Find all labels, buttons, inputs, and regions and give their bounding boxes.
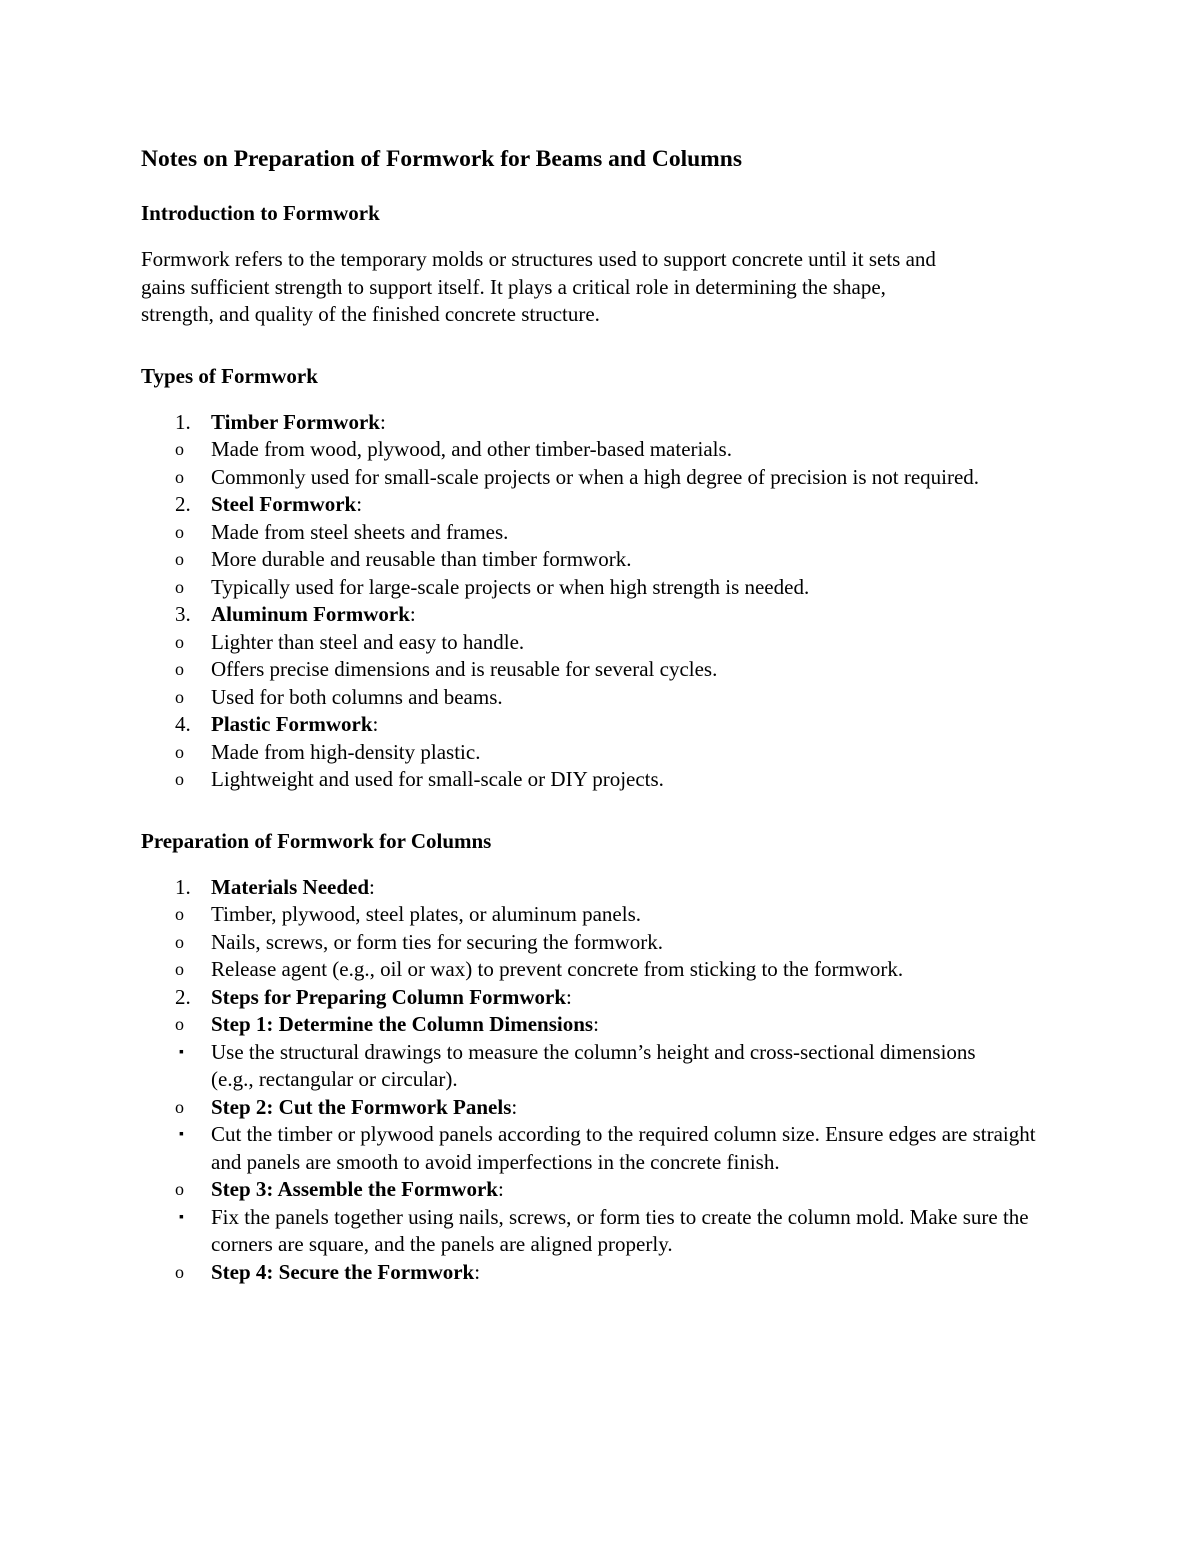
bullet-text: Commonly used for small-scale projects or when a high degree of precision is not required. bbox=[211, 464, 980, 489]
bullet-o-icon: o bbox=[175, 686, 184, 707]
colon: : bbox=[379, 409, 386, 434]
detail-text: Cut the timber or plywood panels according to the required column size. Ensure edges are straight and panels are smooth to avoid imperfections in the concrete finish. bbox=[211, 1122, 1036, 1174]
bullet-text: Nails, screws, or form ties for securing the formwork. bbox=[211, 929, 663, 954]
bullet-o-icon: o bbox=[175, 769, 184, 789]
item-label: Aluminum Formwork bbox=[211, 602, 410, 626]
bullet-text: Made from wood, plywood, and other timber-based materials. bbox=[211, 437, 732, 461]
list-item bbox=[175, 956, 1061, 984]
sub-list bbox=[175, 739, 1061, 794]
list-item bbox=[175, 519, 1061, 547]
sub-list bbox=[175, 629, 1061, 712]
item-number: 2. bbox=[175, 984, 191, 1009]
detail-list bbox=[141, 1204, 1061, 1259]
bullet-text: Timber, plywood, steel plates, or aluminum panels. bbox=[211, 902, 641, 926]
square-bullet-icon: ▪ bbox=[179, 1209, 184, 1225]
list-item bbox=[175, 464, 1061, 492]
bullet-o-icon: o bbox=[175, 576, 184, 597]
list-item bbox=[175, 684, 1061, 712]
bullet-text: Lighter than steel and easy to handle. bbox=[211, 629, 525, 654]
columns-heading: Preparation of Formwork for Columns bbox=[141, 828, 492, 853]
document-body bbox=[141, 138, 1061, 1286]
intro-line: gains sufficient strength to support itself. It plays a critical role in determining the shape, bbox=[141, 274, 886, 299]
bullet-text: Made from high-density plastic. bbox=[211, 739, 481, 764]
list-item bbox=[175, 766, 1061, 794]
step-label: Step 2: Cut the Formwork Panels bbox=[211, 1094, 512, 1119]
item-number: 3. bbox=[175, 602, 191, 626]
detail-list bbox=[141, 1039, 1061, 1094]
columns-list bbox=[141, 874, 1061, 1287]
item-number: 1. bbox=[175, 874, 191, 899]
bullet-o-icon: o bbox=[175, 1014, 184, 1034]
bullet-o-icon: o bbox=[175, 931, 184, 952]
bullet-o-icon: o bbox=[175, 466, 184, 487]
list-item bbox=[141, 409, 1061, 492]
list-item bbox=[175, 546, 1061, 574]
bullet-text: Lightweight and used for small-scale or DIY projects. bbox=[211, 767, 664, 791]
sub-list bbox=[175, 519, 1061, 602]
colon: : bbox=[511, 1094, 518, 1119]
bullet-o-icon: o bbox=[175, 439, 184, 459]
colon: : bbox=[566, 984, 572, 1009]
list-item bbox=[175, 629, 1061, 657]
list-item bbox=[175, 901, 1061, 929]
list-item bbox=[175, 929, 1061, 957]
bullet-text: Made from steel sheets and frames. bbox=[211, 519, 509, 544]
item-label: Materials Needed bbox=[211, 874, 370, 899]
list-item bbox=[175, 739, 1061, 767]
list-item bbox=[175, 574, 1061, 602]
list-item bbox=[175, 1176, 1061, 1259]
list-item bbox=[141, 491, 1061, 601]
colon: : bbox=[497, 1177, 504, 1201]
list-item bbox=[175, 436, 1061, 464]
types-heading: Types of Formwork bbox=[141, 363, 318, 388]
step-label: Step 3: Assemble the Formwork bbox=[211, 1177, 498, 1201]
item-number: 1. bbox=[175, 409, 191, 434]
bullet-o-icon: o bbox=[175, 1179, 184, 1199]
list-item bbox=[175, 1259, 1061, 1287]
types-list bbox=[141, 409, 1061, 794]
square-bullet-icon: ▪ bbox=[179, 1044, 184, 1060]
item-label: Steel Formwork bbox=[211, 492, 357, 516]
intro-line: strength, and quality of the finished concrete structure. bbox=[141, 302, 600, 326]
list-item bbox=[175, 656, 1061, 684]
list-item bbox=[141, 1121, 1061, 1176]
colon: : bbox=[409, 602, 416, 626]
page-title: Notes on Preparation of Formwork for Beams and Columns bbox=[141, 146, 742, 172]
step-label: Step 4: Secure the Formwork bbox=[211, 1259, 475, 1284]
detail-text: Fix the panels together using nails, screws, or form ties to create the column mold. Make sure the corners are square, and the panels are aligned properly. bbox=[211, 1204, 1029, 1256]
colon: : bbox=[372, 712, 379, 736]
list-item bbox=[141, 601, 1061, 711]
bullet-text: More durable and reusable than timber formwork. bbox=[211, 547, 632, 571]
list-item bbox=[141, 711, 1061, 794]
item-label: Plastic Formwork bbox=[211, 712, 373, 736]
list-item bbox=[141, 984, 1061, 1287]
colon: : bbox=[369, 874, 375, 899]
sub-list bbox=[175, 1011, 1061, 1286]
step-label: Step 1: Determine the Column Dimensions bbox=[211, 1012, 594, 1036]
intro-paragraph bbox=[141, 246, 1061, 329]
list-item bbox=[175, 1011, 1061, 1094]
sub-list bbox=[175, 436, 1061, 491]
bullet-o-icon: o bbox=[175, 1261, 184, 1282]
sub-list bbox=[175, 901, 1061, 984]
bullet-text: Typically used for large-scale projects or when high strength is needed. bbox=[211, 574, 810, 599]
list-item bbox=[141, 1039, 1061, 1094]
intro-heading: Introduction to Formwork bbox=[141, 201, 380, 225]
list-item bbox=[175, 1094, 1061, 1177]
bullet-text: Release agent (e.g., oil or wax) to prevent concrete from sticking to the formwork. bbox=[211, 957, 904, 981]
bullet-o-icon: o bbox=[175, 521, 184, 542]
bullet-text: Used for both columns and beams. bbox=[211, 684, 503, 709]
bullet-text: Offers precise dimensions and is reusable for several cycles. bbox=[211, 657, 718, 681]
item-label: Timber Formwork bbox=[211, 409, 380, 434]
detail-text: Use the structural drawings to measure the column’s height and cross-sectional dimensions (e.g., rectangular or circular). bbox=[211, 1039, 976, 1091]
bullet-o-icon: o bbox=[175, 631, 184, 652]
detail-list bbox=[141, 1121, 1061, 1176]
colon: : bbox=[356, 492, 363, 516]
item-label: Steps for Preparing Column Formwork bbox=[211, 984, 567, 1009]
bullet-o-icon: o bbox=[175, 741, 184, 762]
bullet-o-icon: o bbox=[175, 1096, 184, 1117]
item-number: 4. bbox=[175, 712, 191, 736]
square-bullet-icon: ▪ bbox=[179, 1127, 184, 1142]
list-item bbox=[141, 874, 1061, 984]
intro-line: Formwork refers to the temporary molds or structures used to support concrete until it sets and bbox=[141, 247, 936, 271]
list-item bbox=[141, 1204, 1061, 1259]
bullet-o-icon: o bbox=[175, 959, 184, 979]
bullet-o-icon: o bbox=[175, 659, 184, 679]
bullet-o-icon: o bbox=[175, 904, 184, 924]
colon: : bbox=[474, 1259, 481, 1284]
bullet-o-icon: o bbox=[175, 549, 184, 569]
item-number: 2. bbox=[175, 492, 191, 516]
colon: : bbox=[593, 1012, 599, 1036]
